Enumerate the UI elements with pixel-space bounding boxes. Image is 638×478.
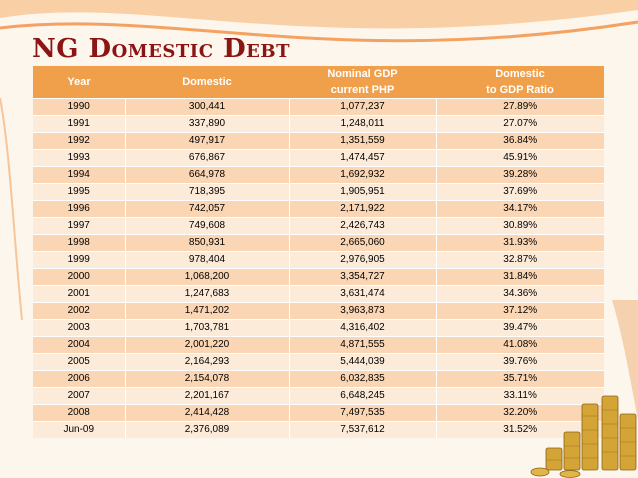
table-cell: 1,905,951	[289, 184, 436, 201]
column-header-year: Year	[33, 66, 125, 99]
table-cell: 664,978	[125, 167, 289, 184]
table-cell: 2,201,167	[125, 388, 289, 405]
table-cell: 7,537,612	[289, 422, 436, 439]
table-cell: 850,931	[125, 235, 289, 252]
table-cell: 2,164,293	[125, 354, 289, 371]
table-cell: 39.28%	[436, 167, 604, 184]
table-row	[33, 388, 604, 405]
table-cell: 1,351,559	[289, 133, 436, 150]
gold-coin-stacks-icon	[530, 392, 638, 478]
table-cell: 2002	[33, 303, 125, 320]
table-cell: 1,247,683	[125, 286, 289, 303]
table-cell: 2008	[33, 405, 125, 422]
column-header-domestic: Domestic	[125, 66, 289, 99]
table-cell: 1990	[33, 99, 125, 116]
table-row	[33, 235, 604, 252]
page-title: NG Domestic Debt	[32, 34, 290, 64]
table-cell: 33.11%	[436, 388, 604, 405]
table-cell: 1992	[33, 133, 125, 150]
table-cell: 2000	[33, 269, 125, 286]
domestic-debt-table	[33, 66, 604, 438]
table-row	[33, 320, 604, 337]
table-cell: 37.12%	[436, 303, 604, 320]
table-cell: 31.93%	[436, 235, 604, 252]
table-cell: 2003	[33, 320, 125, 337]
table-cell: 32.87%	[436, 252, 604, 269]
table-cell: 1,068,200	[125, 269, 289, 286]
table-cell: 2,665,060	[289, 235, 436, 252]
table-cell: 676,867	[125, 150, 289, 167]
table-cell: 1998	[33, 235, 125, 252]
table-row	[33, 99, 604, 116]
table-cell: 1,474,457	[289, 150, 436, 167]
table-cell: 1999	[33, 252, 125, 269]
table-row	[33, 252, 604, 269]
table-cell: 742,057	[125, 201, 289, 218]
table-row	[33, 269, 604, 286]
table-cell: 1,692,932	[289, 167, 436, 184]
table-cell: 2,976,905	[289, 252, 436, 269]
column-header-nominal-gdp: Nominal GDP current PHP	[289, 66, 436, 99]
table-cell: 1,248,011	[289, 116, 436, 133]
table-row	[33, 201, 604, 218]
table-cell: 1995	[33, 184, 125, 201]
table-cell: 2004	[33, 337, 125, 354]
table-cell: 2,414,428	[125, 405, 289, 422]
table-row	[33, 150, 604, 167]
table-cell: 5,444,039	[289, 354, 436, 371]
table-cell: 337,890	[125, 116, 289, 133]
table-row	[33, 218, 604, 235]
table-cell: 27.89%	[436, 99, 604, 116]
table-cell: 34.17%	[436, 201, 604, 218]
table-cell: 497,917	[125, 133, 289, 150]
table-cell: 32.20%	[436, 405, 604, 422]
table-row	[33, 116, 604, 133]
table-cell: 36.84%	[436, 133, 604, 150]
table-body	[33, 99, 604, 439]
table-cell: 3,354,727	[289, 269, 436, 286]
table-row	[33, 133, 604, 150]
table-cell: 1,703,781	[125, 320, 289, 337]
table-cell: 2005	[33, 354, 125, 371]
table-cell: 2,171,922	[289, 201, 436, 218]
table-cell: 2,376,089	[125, 422, 289, 439]
table-cell: 39.76%	[436, 354, 604, 371]
table-cell: 6,032,835	[289, 371, 436, 388]
table-row	[33, 184, 604, 201]
table-cell: 2,426,743	[289, 218, 436, 235]
table-cell: 718,395	[125, 184, 289, 201]
table-cell: 749,608	[125, 218, 289, 235]
table-cell: 41.08%	[436, 337, 604, 354]
table-row	[33, 371, 604, 388]
table-row	[33, 337, 604, 354]
table-cell: 34.36%	[436, 286, 604, 303]
table-cell: 37.69%	[436, 184, 604, 201]
table-cell: 2,154,078	[125, 371, 289, 388]
column-header-debt-to-gdp: Domestic to GDP Ratio	[436, 66, 604, 99]
table-row	[33, 422, 604, 439]
table-cell: 6,648,245	[289, 388, 436, 405]
table-cell: 4,871,555	[289, 337, 436, 354]
table-cell: 2,001,220	[125, 337, 289, 354]
table-cell: 1993	[33, 150, 125, 167]
table-cell: Jun-09	[33, 422, 125, 439]
table-cell: 978,404	[125, 252, 289, 269]
table-cell: 45.91%	[436, 150, 604, 167]
table-cell: 2007	[33, 388, 125, 405]
table-cell: 1,077,237	[289, 99, 436, 116]
table-cell: 4,316,402	[289, 320, 436, 337]
table-row	[33, 167, 604, 184]
table-cell: 1994	[33, 167, 125, 184]
table-row	[33, 286, 604, 303]
table-row	[33, 303, 604, 320]
table-cell: 27.07%	[436, 116, 604, 133]
table-cell: 300,441	[125, 99, 289, 116]
table-row	[33, 354, 604, 371]
table-row	[33, 405, 604, 422]
table-cell: 2001	[33, 286, 125, 303]
table-cell: 31.84%	[436, 269, 604, 286]
table-cell: 1991	[33, 116, 125, 133]
table-cell: 7,497,535	[289, 405, 436, 422]
table-cell: 35.71%	[436, 371, 604, 388]
table-cell: 1996	[33, 201, 125, 218]
table-cell: 1,471,202	[125, 303, 289, 320]
table-cell: 3,631,474	[289, 286, 436, 303]
table-header-row	[33, 66, 604, 99]
table-cell: 2006	[33, 371, 125, 388]
table-cell: 39.47%	[436, 320, 604, 337]
table-cell: 3,963,873	[289, 303, 436, 320]
table-cell: 31.52%	[436, 422, 604, 439]
table-cell: 1997	[33, 218, 125, 235]
table-cell: 30.89%	[436, 218, 604, 235]
